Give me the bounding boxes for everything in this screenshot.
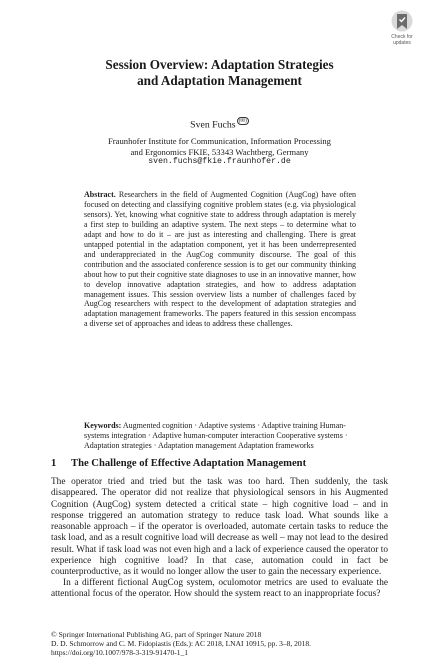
badge-label: Check for updates xyxy=(391,34,413,46)
section-title: The Challenge of Effective Adaptation Management xyxy=(71,458,307,469)
keywords xyxy=(84,421,356,451)
doi-link[interactable]: https://doi.org/10.1007/978-3-319-91470-1_1 xyxy=(51,648,188,658)
author-email[interactable]: sven.fuchs@fkie.fraunhofer.de xyxy=(148,157,291,167)
citation-line: D. D. Schmorrow and C. M. Fidopiastis (Eds.): AC 2018, LNAI 10915, pp. 3–8, 2018. xyxy=(51,639,311,649)
author-name: Sven Fuchs xyxy=(190,119,236,131)
author-line xyxy=(0,119,439,130)
keywords-text: Augmented cognition · Adaptive systems · Adaptive training Human-systems integration · Adaptive human-computer interaction Cooperative systems · Adaptation strategies · Adaptation management Adaptation frameworks xyxy=(84,421,348,450)
bookmark-icon xyxy=(391,10,413,34)
affiliation: Fraunhofer Institute for Communication, Information Processing and Ergonomics FKIE, 53343 Wachtberg, Germany sven.fuchs@fkie.fraunhofer.de xyxy=(60,136,379,168)
footer-notice xyxy=(51,630,411,658)
paper-title: Session Overview: Adaptation Strategies and Adaptation Management xyxy=(105,57,334,88)
copyright-line: © Springer International Publishing AG, part of Springer Nature 2018 xyxy=(51,630,262,639)
section-heading xyxy=(51,458,306,469)
check-for-updates-badge[interactable] xyxy=(385,10,419,50)
corresponding-author-icon: (✉) xyxy=(238,118,247,124)
body-paragraph-2: In a different fictional AugCog system, oculomotor metrics are used to evaluate the attentional focus of the operator. How should the system react to an inappropriate focus? xyxy=(51,578,388,600)
abstract-label: Abstract. xyxy=(84,190,116,199)
section-number: 1 xyxy=(51,458,57,469)
body-paragraph-1: The operator tried and tried but the task was too hard. Then suddenly, the task disappeared. The operator did not realize that physiological sensors in his Augmented Cognition (AugCog) system detected a critical state – high cognitive load – and in response triggered an automation strategy to reduce task load. What sounds like a reasonable approach – if the operator is overloaded, automate certain tasks to reduce the task load, and as a result cognitive load will decrease as well – may not lead to the desired result. What if task load was not even high and a lack of experience caused the operator to experience high cognitive load? In that case, automation could in fact be counterproductive, as it would no longer allow the user to gain the necessary experience. xyxy=(51,477,388,577)
abstract xyxy=(84,190,356,329)
keywords-label: Keywords: xyxy=(84,421,122,430)
abstract-text: Researchers in the field of Augmented Cognition (AugCog) have often focused on detecting and classifying cognitive problem states (e.g. via physiological sensors). Yet, knowing what cognitive state to address through adaptation is merely a first step to building an adaptive system. The next steps – to determine what to adapt and how to do it – are just as interesting and challenging. There is great untapped potential in the adaptation component, yet it has been underrepresented and underappreciated in the AugCog community discourse. The goal of this contribution and the associated conference session is to get our community thinking about how to put their cognitive state diagnoses to use in an innovative manner, how to develop innovative adaptation strategies, and how to address adaptation management issues. This session overview lists a number of challenges faced by AugCog researchers with respect to the development of adaptation strategies and adaptation management frameworks. The papers featured in this session encompass a diverse set of approaches and ideas to address these challenges. xyxy=(84,190,356,329)
